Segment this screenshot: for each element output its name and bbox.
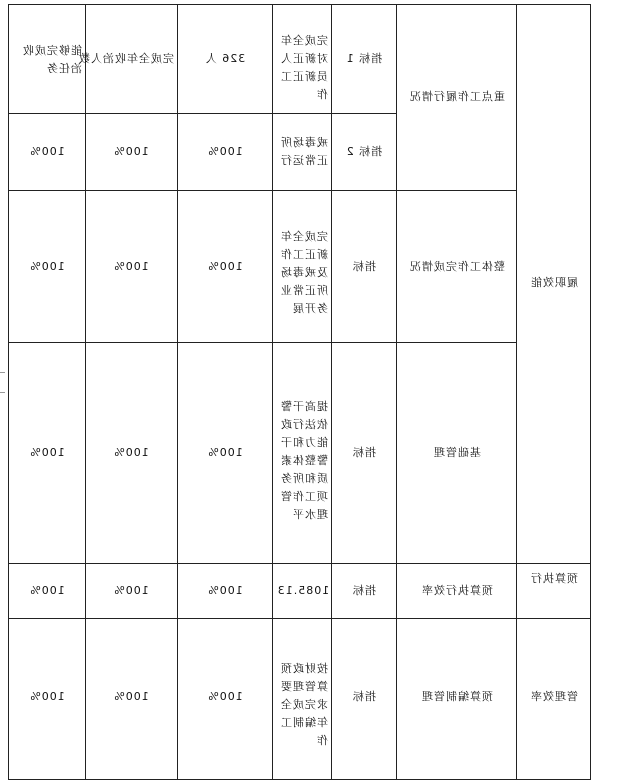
cell-budget-amount: 1085.13 (276, 584, 330, 597)
cell-value: 100% (29, 260, 65, 273)
col-line (516, 4, 517, 780)
col-line (396, 4, 397, 780)
cell-value: 100% (207, 584, 243, 597)
cell-count-value: 326 人 (204, 52, 246, 65)
cell-indicator-label: 指标 1 (345, 52, 383, 65)
cell-indicator-desc: 按财政预算管理要求完成全年编制工作 (280, 662, 328, 747)
table-border-right (590, 4, 591, 780)
cell-value: 100% (113, 446, 149, 459)
cell-key-work: 重点工作履行情况 (409, 90, 505, 103)
cell-value: 100% (207, 145, 243, 158)
cell-value: 100% (113, 690, 149, 703)
cell-indicator-desc: 提高干警依法行政能力和干警整体素质和所务项工作管理水平 (280, 400, 328, 521)
col-line (85, 4, 86, 780)
cell-overall-work: 整体工作完成情况 (409, 260, 505, 273)
row-line (8, 342, 516, 343)
cell-indicator-label: 指标 2 (345, 145, 383, 158)
cell-budget-exec: 预算执行 (530, 572, 578, 585)
cell-capacity: 能够完成收治任务 (22, 44, 82, 75)
cell-indicator-desc: 完成全年对新正人员新正工作 (280, 34, 328, 101)
cell-value: 100% (29, 145, 65, 158)
cell-target-count: 完成全年收治人数 (78, 52, 174, 65)
row-line (8, 113, 396, 114)
row-line (8, 563, 591, 564)
cell-value: 100% (29, 446, 65, 459)
cell-budget-prep: 预算编制管理 (421, 690, 493, 703)
cell-budget-efficiency: 预算执行效率 (421, 584, 493, 597)
cell-value: 100% (113, 260, 149, 273)
cell-indicator-desc: 完成全年新正工作及戒毒场所正常业务开展 (280, 230, 328, 315)
row-line (8, 190, 516, 191)
col-line (177, 4, 178, 780)
table-border-top (8, 4, 591, 5)
cell-indicator-label: 指标 (352, 260, 376, 273)
margin-mark (0, 392, 5, 393)
col-line (272, 4, 273, 780)
cell-mgmt-efficiency: 管理效率 (530, 690, 578, 703)
cell-value: 100% (207, 260, 243, 273)
cell-value: 100% (29, 584, 65, 597)
cell-value: 100% (207, 690, 243, 703)
cell-value: 100% (29, 690, 65, 703)
cell-indicator-label: 指标 (352, 584, 376, 597)
cell-group-label: 履职效能 (530, 276, 578, 289)
cell-value: 100% (207, 446, 243, 459)
col-line (331, 4, 332, 780)
cell-basic-management: 基础管理 (433, 446, 481, 459)
margin-mark (0, 372, 5, 373)
cell-value: 100% (113, 145, 149, 158)
row-line (8, 618, 591, 619)
table-border-bottom (8, 779, 591, 780)
cell-indicator-label: 指标 (352, 690, 376, 703)
table-border-left (8, 4, 9, 780)
cell-indicator-label: 指标 (352, 446, 376, 459)
cell-value: 100% (113, 584, 149, 597)
cell-indicator-desc: 戒毒场所正常运行 (280, 136, 328, 167)
